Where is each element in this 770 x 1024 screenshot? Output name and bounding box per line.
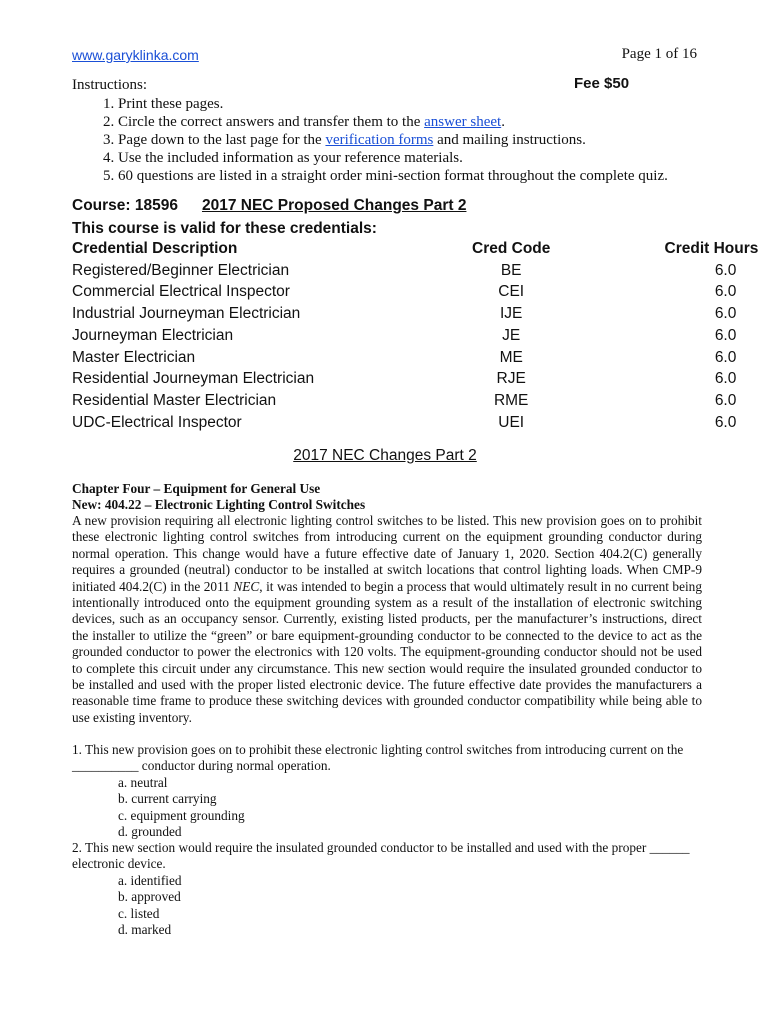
table-row — [72, 281, 758, 303]
chapter-heading: Chapter Four – Equipment for General Use — [72, 481, 321, 496]
credential-description-cell: Industrial Journeyman Electrician — [72, 305, 301, 323]
fee-label: Fee $50 — [574, 75, 630, 92]
table-row — [72, 325, 758, 347]
credential-description-cell: Commercial Electrical Inspector — [72, 283, 290, 301]
header-cred-code: Cred Code — [472, 240, 551, 257]
instructions-list — [72, 95, 770, 185]
credentials-valid-text: This course is valid for these credentials: — [72, 220, 377, 237]
answer-option[interactable]: d. grounded — [118, 824, 182, 840]
cred-code-cell: ME — [499, 348, 523, 366]
credit-hours-cell: 6.0 — [714, 261, 737, 279]
cred-code-cell: BE — [500, 261, 522, 279]
cred-code-cell: UEI — [498, 413, 525, 431]
course-title: 2017 NEC Proposed Changes Part 2 — [201, 197, 467, 214]
question-2 — [72, 840, 702, 938]
course-number: Course: 18596 — [72, 197, 178, 214]
credit-hours-cell: 6.0 — [714, 305, 737, 323]
answer-option[interactable]: c. equipment grounding — [118, 807, 245, 823]
table-row — [72, 412, 758, 434]
table-row — [72, 347, 758, 369]
section-heading: New: 404.22 – Electronic Lighting Control Switches — [72, 497, 366, 512]
credential-description-cell: Residential Master Electrician — [72, 391, 277, 409]
instruction-step: 2. Circle the correct answers and transfer them to the answer sheet. — [118, 113, 770, 131]
question-text: 2. This new section would require the insulated grounded conductor to be installed and used with the proper ______ electronic device. — [72, 840, 690, 872]
answer-option[interactable]: a. neutral — [118, 774, 168, 790]
cred-code-cell: IJE — [499, 305, 523, 323]
section-title: 2017 NEC Changes Part 2 — [293, 447, 477, 464]
table-row — [72, 368, 758, 390]
table-row — [72, 303, 758, 325]
answer-option[interactable]: b. current carrying — [118, 791, 217, 807]
answer-option[interactable]: b. approved — [118, 889, 181, 905]
credential-description-cell: Journeyman Electrician — [72, 326, 234, 344]
instruction-step: 1. Print these pages. — [118, 95, 770, 113]
instruction-step: 4. Use the included information as your reference materials. — [118, 149, 770, 167]
answer-options — [72, 873, 702, 939]
cred-code-cell: RME — [493, 391, 529, 409]
answer-option[interactable]: c. listed — [118, 905, 160, 921]
credential-description-cell: Master Electrician — [72, 348, 196, 366]
page-number: Page 1 of 16 — [621, 46, 697, 62]
answer-option[interactable]: a. identified — [118, 872, 182, 888]
verification-forms-link[interactable]: verification forms — [325, 132, 434, 148]
question-text: 1. This new provision goes on to prohibit these electronic lighting control switches from introducing current on the __________ conductor during normal operation. — [72, 742, 684, 774]
answer-options — [72, 775, 702, 841]
table-row — [72, 260, 758, 282]
description-paragraph: A new provision requiring all electronic lighting control switches to be listed. This new provision goes on to prohibit these electronic lighting control switches from introducing current on the equipment grounding conductor during normal operation. This change would have a future effective date of January 1, 2020. Section 404.2(C) generally requires a grounded (neutral) conductor to be installed at switch locations that control lighting loads. When CMP-9 initiated 404.2(C) in the 2011 NEC, it was intended to begin a process that would ultimately result in no current being intentionally introduced onto the equipment grounding system as a result of the installation of electronic switching devices, such as an occupancy sensor. Currently, existing listed products, per the manufacturer’s instructions, direct the installer to utilize the “green” or bare equipment-grounding conductor to be connected to the device to act as the grounded conductor to power the electronics with 120 volts. The equipment-grounding conductor should not be used to complete this circuit under any circumstance. This new section would require the insulated grounded conductor to be installed and used with the proper listed electronic device. The future effective date provides the manufacturers a reasonable time frame to produce these switching devices with grounded conductor compatibility while being able to use existing inventory. — [72, 513, 702, 725]
credit-hours-cell: 6.0 — [714, 326, 737, 344]
credit-hours-cell: 6.0 — [714, 283, 737, 301]
header-credit-hours: Credit Hours — [664, 240, 759, 257]
instruction-step: 3. Page down to the last page for the verification forms and mailing instructions. — [118, 131, 770, 149]
question-1 — [72, 742, 702, 840]
credential-description-cell: Registered/Beginner Electrician — [72, 261, 290, 279]
website-link[interactable]: www.garyklinka.com — [72, 47, 199, 63]
credit-hours-cell: 6.0 — [714, 348, 737, 366]
answer-option[interactable]: d. marked — [118, 922, 172, 938]
credentials-table — [72, 238, 758, 433]
cred-code-cell: JE — [502, 326, 521, 344]
credit-hours-cell: 6.0 — [714, 391, 737, 409]
instructions-title: Instructions: — [72, 77, 147, 93]
credential-description-cell: UDC-Electrical Inspector — [72, 413, 242, 431]
answer-sheet-link[interactable]: answer sheet — [424, 114, 502, 130]
cred-code-cell: RJE — [496, 370, 526, 388]
header-credential-description: Credential Description — [72, 240, 238, 257]
table-header-row — [72, 238, 758, 260]
credential-description-cell: Residential Journeyman Electrician — [72, 370, 315, 388]
course-line — [72, 197, 466, 215]
credit-hours-cell: 6.0 — [714, 370, 737, 388]
cred-code-cell: CEI — [498, 283, 525, 301]
credit-hours-cell: 6.0 — [714, 413, 737, 431]
instruction-step: 5. 60 questions are listed in a straight order mini-section format throughout the complete quiz. — [118, 167, 770, 185]
table-row — [72, 390, 758, 412]
